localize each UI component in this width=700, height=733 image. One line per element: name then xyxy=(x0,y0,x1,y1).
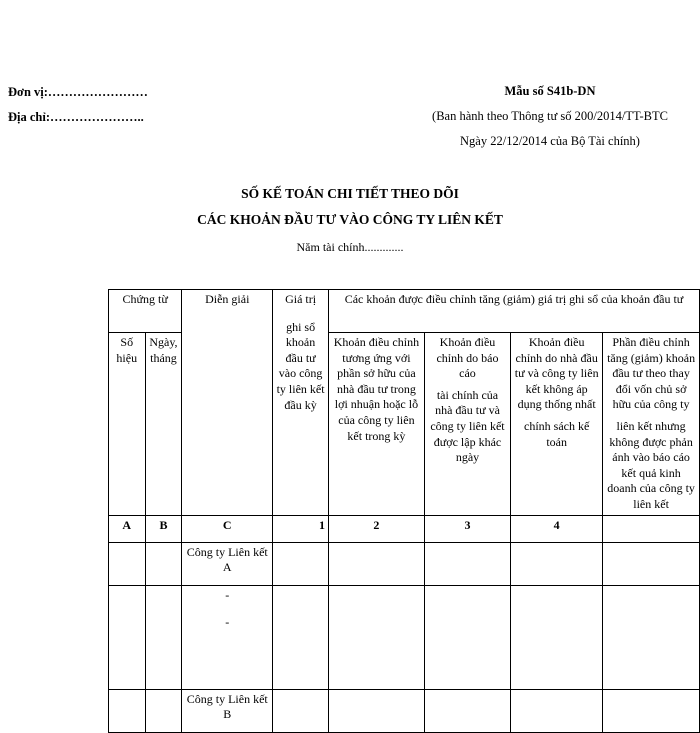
voucher-header: Chứng từ xyxy=(109,290,182,333)
row-description: Công ty Liên kết B xyxy=(182,689,273,732)
opening-value-header-top: Giá trị xyxy=(285,292,317,306)
table-row xyxy=(109,542,700,585)
fiscal-year-label: Năm tài chính............. xyxy=(296,240,404,254)
unit-label: Đơn vị:…………………… xyxy=(8,85,148,99)
address-label: Địa chỉ:………………….. xyxy=(8,110,144,124)
code-3: 3 xyxy=(424,515,510,542)
code-1: 1 xyxy=(273,515,329,542)
col-5-header xyxy=(603,333,700,516)
dash-line-2: - xyxy=(225,615,230,630)
col-4-header xyxy=(511,333,603,516)
col-5-header-b: liên kết nhưng không được phản ánh vào báo cáo kết quả kinh doanh của công ty liên kết xyxy=(607,418,695,511)
dash-line-1: - xyxy=(225,587,230,602)
voucher-number-header: Số hiệu xyxy=(109,333,146,516)
col-4-header-b: chính sách kế toán xyxy=(524,418,590,449)
issued-line-1: (Ban hành theo Thông tư số 200/2014/TT-BTC xyxy=(432,109,668,123)
column-codes-row xyxy=(109,515,700,542)
form-code: Mẫu số S41b-DN xyxy=(504,84,596,98)
table-row xyxy=(109,585,700,689)
adjustments-header: Các khoản được điều chỉnh tăng (giảm) giá trị ghi sổ của khoản đầu tư xyxy=(329,290,700,333)
header-row-1 xyxy=(109,290,700,333)
col-5-header-a: Phần điều chỉnh tăng (giảm) khoản đầu tư theo thay đổi vốn chủ sở hữu của công ty xyxy=(607,335,696,412)
opening-value-header xyxy=(273,290,329,516)
ledger-title-line-1: SỐ KẾ TOÁN CHI TIẾT THEO DÕI xyxy=(241,186,459,201)
col-3-header xyxy=(424,333,510,516)
ledger-title-line-2: CÁC KHOẢN ĐẦU TƯ VÀO CÔNG TY LIÊN KẾT xyxy=(197,212,503,227)
code-4: 4 xyxy=(511,515,603,542)
col-3-header-a: Khoản điều chỉnh do báo cáo xyxy=(436,335,499,381)
col-2-header: Khoản điều chỉnh tương ứng với phần sở hữu của nhà đầu tư trong lợi nhuận hoặc lỗ của công ty liên kết trong kỳ xyxy=(329,333,425,516)
row-dashes xyxy=(182,585,273,689)
col-3-header-b: tài chính của nhà đầu tư và công ty liên kết được lập khác ngày xyxy=(430,387,505,465)
investment-ledger-table xyxy=(108,289,700,733)
table-row xyxy=(109,689,700,732)
row-description: Công ty Liên kết A xyxy=(182,542,273,585)
voucher-date-header: Ngày, tháng xyxy=(145,333,182,516)
opening-value-header-body: ghi sổ khoản đầu tư vào công ty liên kết đầu kỳ xyxy=(276,319,325,412)
code-5 xyxy=(603,515,700,542)
code-2: 2 xyxy=(329,515,425,542)
code-b: B xyxy=(145,515,182,542)
issued-line-2: Ngày 22/12/2014 của Bộ Tài chính) xyxy=(460,134,640,148)
description-header: Diễn giải xyxy=(182,290,273,516)
col-4-header-a: Khoản điều chỉnh do nhà đầu tư và công ty liên kết không áp dụng thống nhất xyxy=(514,335,599,412)
code-a: A xyxy=(109,515,146,542)
code-c: C xyxy=(182,515,273,542)
